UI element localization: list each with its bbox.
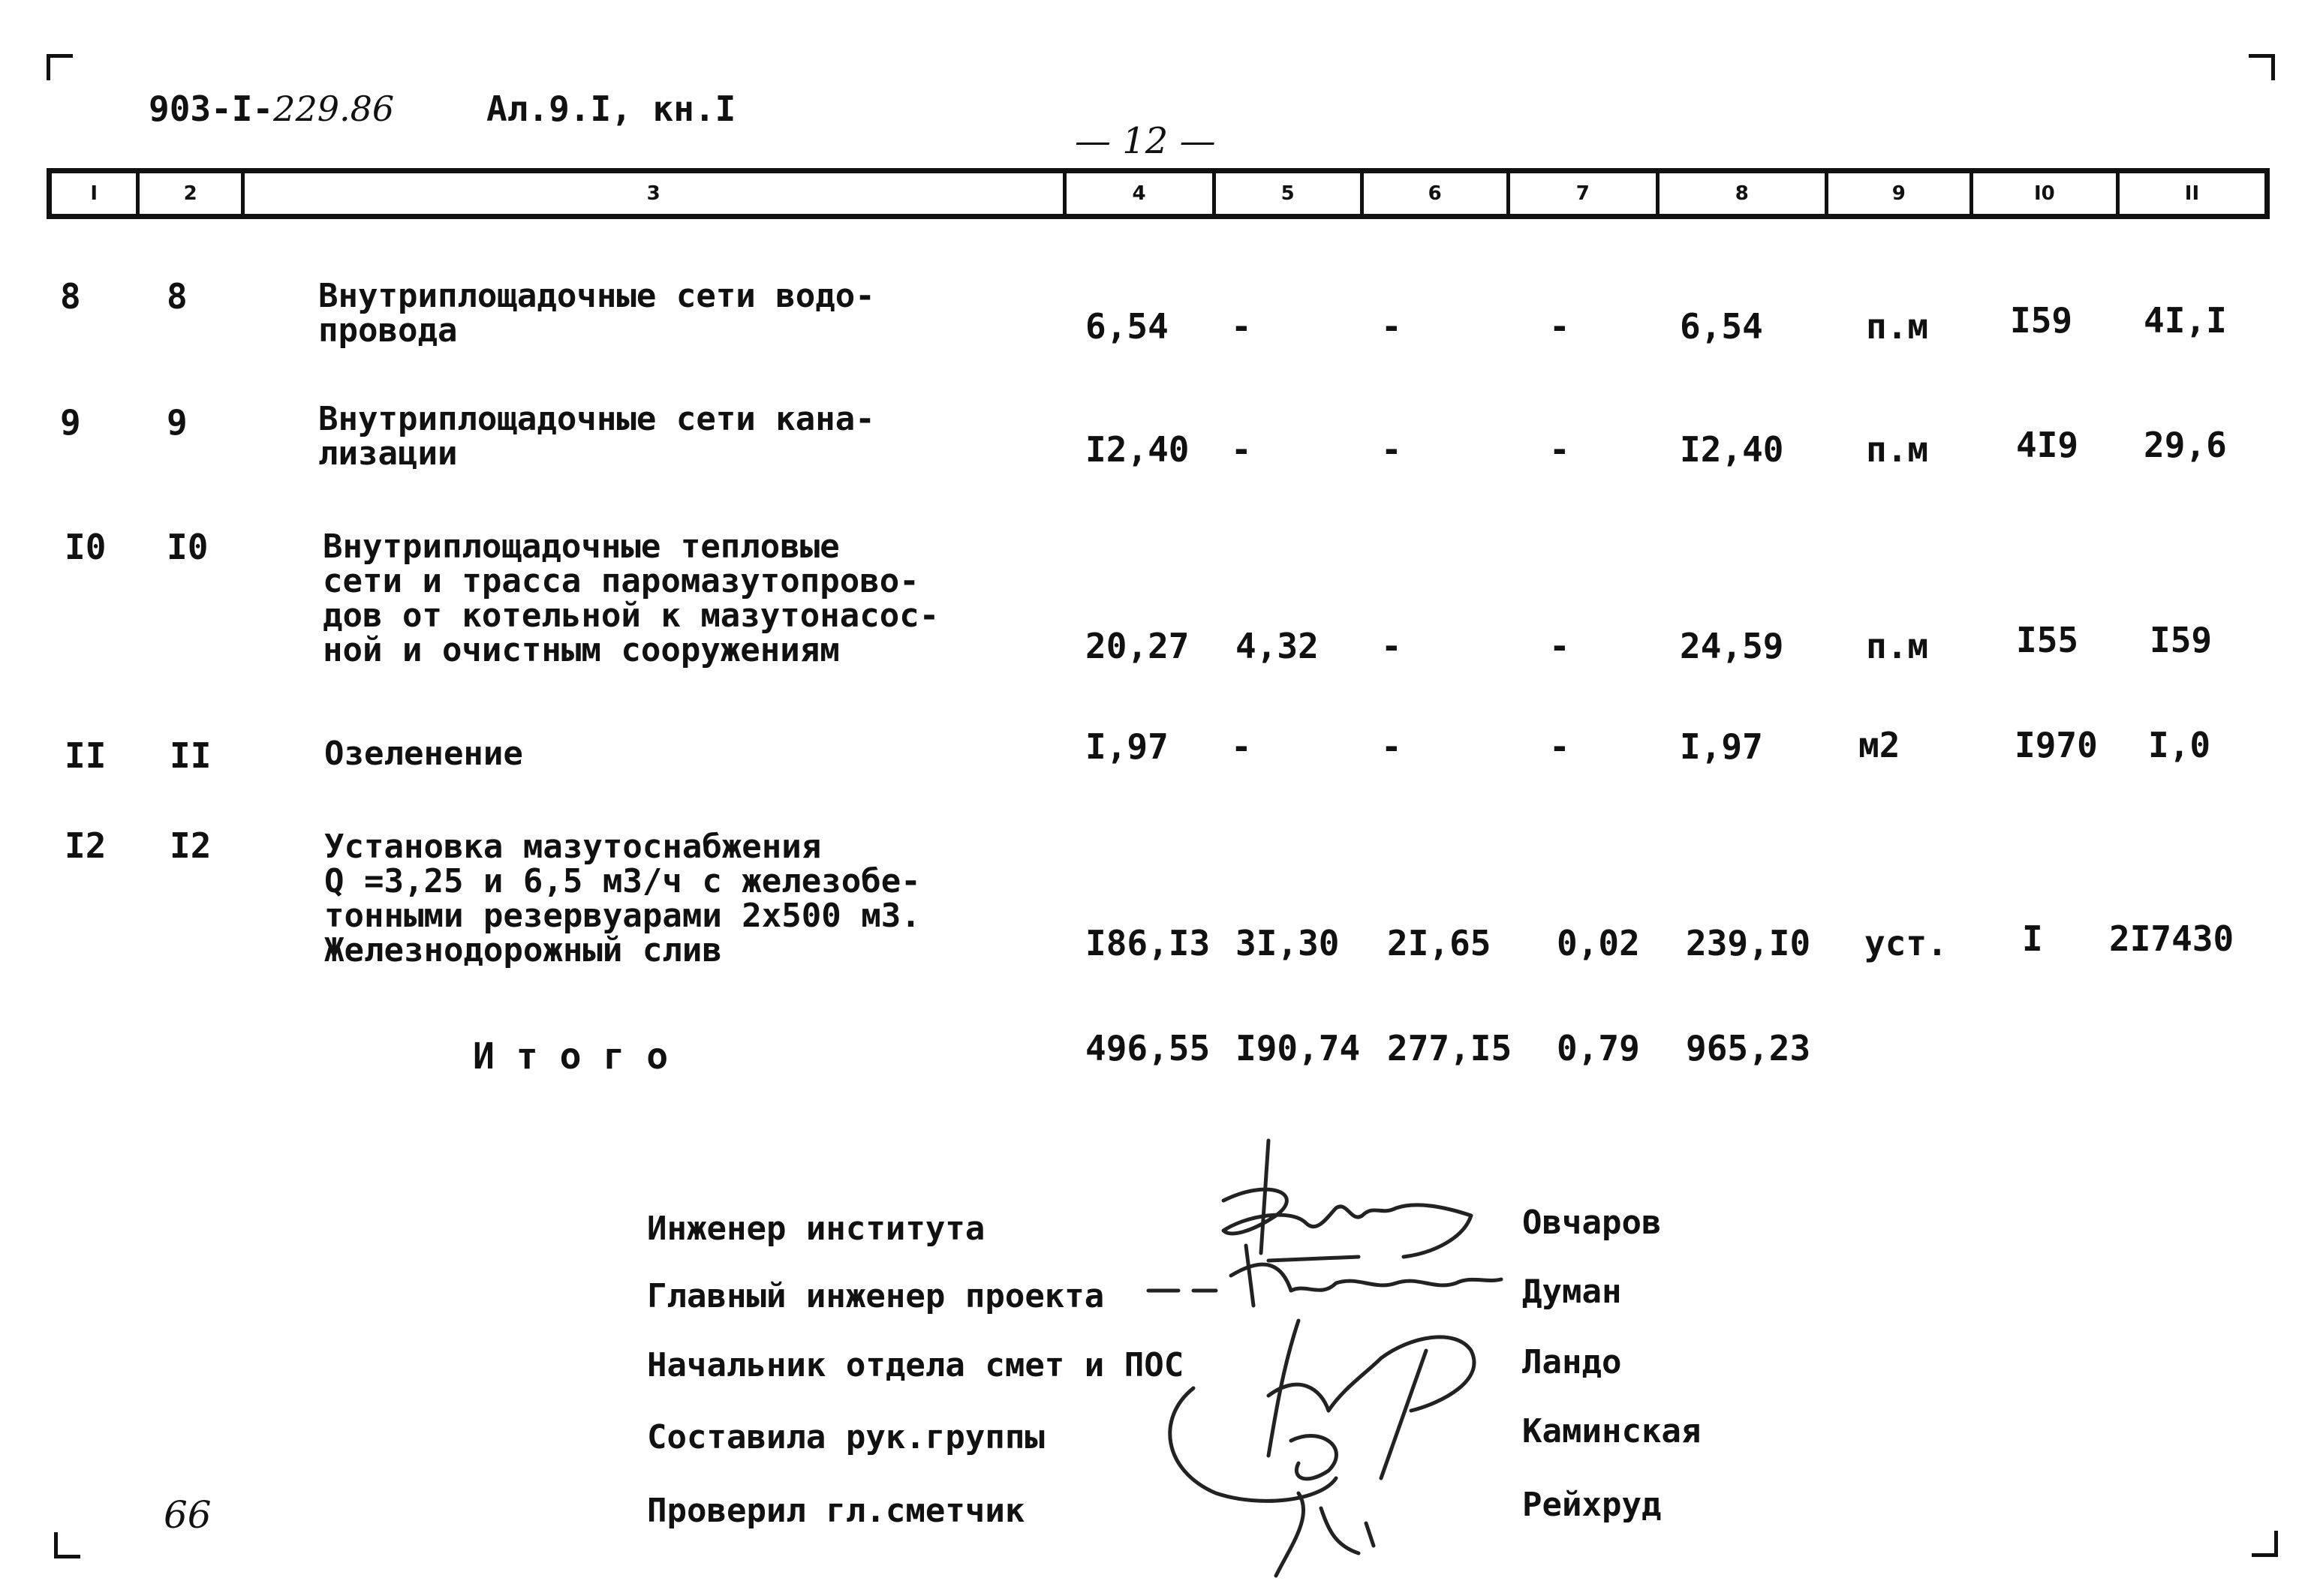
album-reference: Ал.9.I, кн.I [486,89,736,129]
document-code-handwritten: 229.86 [273,89,395,129]
row-item-number: 9 [167,402,188,443]
row-value-col8: 6,54 [1680,306,1763,347]
row-index: 8 [60,276,81,317]
row-unit: п.м [1866,306,1929,347]
row-value-col7: - [1549,429,1570,470]
total-label: И т о г о [473,1035,669,1078]
column-header: I [52,173,140,214]
row-value-col4: 20,27 [1085,626,1190,666]
row-index: II [65,735,107,776]
corner-mark-bottom-right [2252,1531,2278,1557]
row-value-col8: I,97 [1680,726,1763,767]
row-value-col8: 239,I0 [1686,923,1811,963]
signature-role: Начальник отдела смет и ПОС [647,1346,1184,1384]
row-value-col11: 29,6 [2144,425,2227,465]
row-unit: уст. [1864,923,1948,963]
row-value-col7: - [1549,726,1570,767]
total-value-col5: I90,74 [1235,1028,1361,1069]
signature-name: Овчаров [1522,1204,1662,1242]
column-header: 3 [245,173,1067,214]
row-unit: п.м [1866,626,1929,666]
signature-name: Ландо [1522,1343,1622,1381]
total-value-col6: 277,I5 [1387,1028,1512,1069]
row-quantity: I [2022,918,2043,959]
row-value-col5: - [1231,726,1252,767]
signature-role: Составила рук.группы [647,1418,1045,1456]
column-header: I0 [1973,173,2120,214]
row-value-col6: - [1381,626,1402,666]
row-unit: м2 [1858,725,1900,765]
row-value-col5: 3I,30 [1235,923,1340,963]
row-quantity: I59 [2010,300,2073,341]
row-description: Внутриплощадочные сети кана- лизации [318,400,875,473]
signature-name: Думан [1522,1273,1622,1311]
document-code [149,89,394,129]
row-value-col5: - [1231,429,1252,470]
row-quantity: I55 [2016,620,2079,660]
page-number: — 12 — [1075,120,1216,162]
row-index: 9 [60,402,81,443]
column-header: 2 [140,173,244,214]
signature-role: Главный инженер проекта [647,1277,1105,1315]
row-value-col4: 6,54 [1085,306,1169,347]
row-value-col7: - [1549,306,1570,347]
row-item-number: II [170,735,212,776]
column-header: 9 [1828,173,1973,214]
row-item-number: I0 [167,527,209,567]
row-value-col11: I59 [2150,620,2213,660]
row-description: Внутриплощадочные тепловые сети и трасса паромазутопрово- дов от котельной к мазутонасос- ной и очистным сооружениям [323,527,940,669]
corner-mark-top-left [47,54,73,80]
column-header: II [2184,182,2200,205]
row-index: I2 [65,825,107,866]
handwritten-signature-3 [1141,1306,1486,1591]
row-quantity: I970 [2015,725,2098,765]
row-value-col6: - [1381,306,1402,347]
row-value-col6: - [1381,726,1402,767]
row-quantity: 4I9 [2016,425,2079,465]
row-description: Озеленение [324,735,523,773]
row-value-col8: I2,40 [1680,429,1784,470]
row-value-col11: 2I7430 [2109,918,2234,959]
row-description: Внутриплощадочные сети водо- провода [318,277,875,350]
row-value-col6: 2I,65 [1387,923,1491,963]
column-header: 8 [1660,173,1828,214]
column-header: 7 [1510,173,1660,214]
row-value-col4: I86,I3 [1085,923,1211,963]
row-index: I0 [65,527,107,567]
row-value-col4: I2,40 [1085,429,1190,470]
total-value-col7: 0,79 [1557,1028,1640,1069]
row-description: Установка мазутоснабжения Q =3,25 и 6,5 м3/ч с железобе- тонными резервуарами 2х500 м3. Железнодорожный слив [324,828,921,969]
row-item-number: I2 [170,825,212,866]
document-code-prefix: 903-I- [149,89,274,129]
signature-role: Проверил гл.сметчик [647,1492,1025,1530]
row-value-col7: - [1549,626,1570,666]
row-item-number: 8 [167,276,188,317]
row-unit: п.м [1866,429,1929,470]
corner-mark-top-right [2249,54,2275,80]
total-value-col4: 496,55 [1085,1028,1211,1069]
row-value-col11: 4I,I [2144,300,2227,341]
row-value-col7: 0,02 [1557,923,1640,963]
corner-mark-bottom-left [54,1532,80,1558]
column-header: 4 [1067,173,1216,214]
signature-role: Инженер института [647,1210,985,1248]
column-header: 5 [1216,173,1364,214]
row-value-col6: - [1381,429,1402,470]
column-header: 6 [1364,173,1510,214]
row-value-col4: I,97 [1085,726,1169,767]
total-value-col8: 965,23 [1686,1028,1811,1069]
signature-name: Рейхруд [1522,1486,1662,1524]
signature-name: Каминская [1522,1412,1702,1450]
row-value-col5: - [1231,306,1252,347]
row-value-col5: 4,32 [1235,626,1319,666]
sheet-mark: 66 [164,1493,212,1537]
row-value-col11: I,0 [2148,725,2211,765]
column-header-row [47,168,2270,219]
row-value-col8: 24,59 [1680,626,1784,666]
